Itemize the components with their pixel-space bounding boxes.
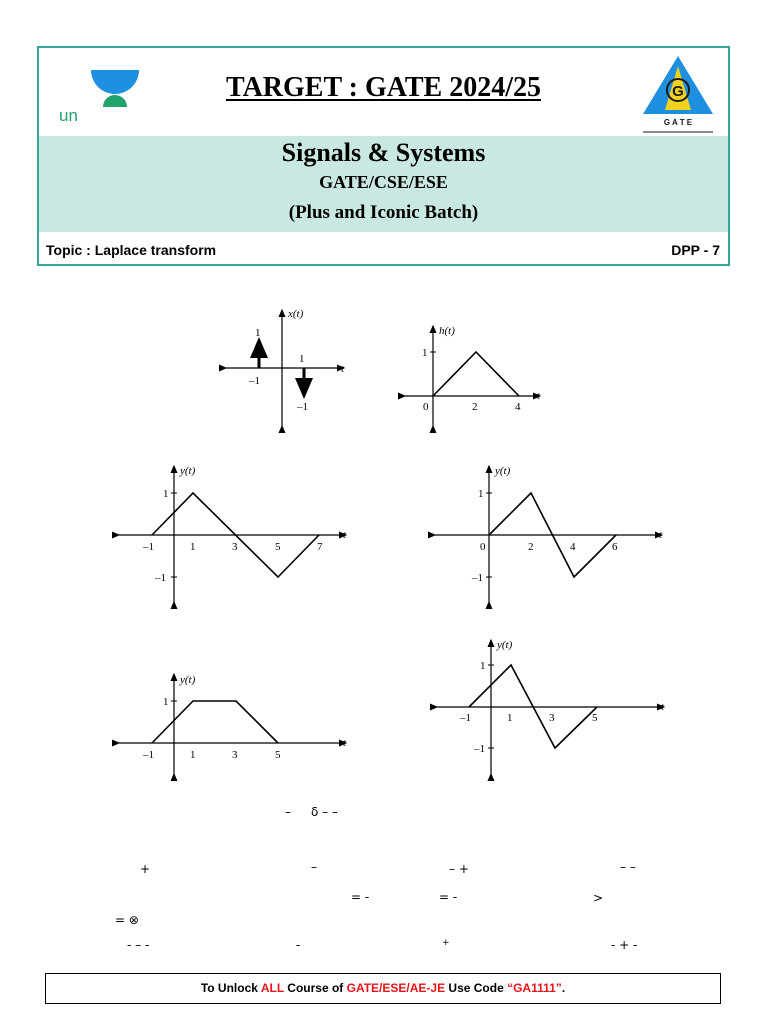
svg-text:1: 1 xyxy=(190,541,196,553)
svg-text:2: 2 xyxy=(528,541,534,553)
option-c-plot xyxy=(116,670,354,776)
svg-text:y(t): y(t) xyxy=(180,465,196,477)
svg-text:5: 5 xyxy=(275,749,281,761)
fragment: > xyxy=(593,891,604,905)
fragment: - xyxy=(296,938,301,952)
svg-text:y(t): y(t) xyxy=(495,465,511,477)
svg-text:1: 1 xyxy=(163,488,169,500)
svg-text:1: 1 xyxy=(478,488,484,500)
svg-text:–1: –1 xyxy=(474,743,485,755)
svg-text:5: 5 xyxy=(592,712,598,724)
dpp-label: DPP - 7 xyxy=(671,242,720,258)
svg-text:4: 4 xyxy=(570,541,576,553)
promo-all: ALL xyxy=(260,981,284,995)
fragment: - – - xyxy=(127,938,150,952)
h-signal-plot xyxy=(402,322,548,428)
fragment: – + xyxy=(449,862,469,876)
svg-text:2: 2 xyxy=(472,401,478,413)
svg-text:3: 3 xyxy=(549,712,555,724)
fragment: + xyxy=(442,938,450,948)
svg-text:7: 7 xyxy=(317,541,323,553)
svg-text:3: 3 xyxy=(232,541,238,553)
svg-text:0: 0 xyxy=(480,541,486,553)
promo-exams: GATE/ESE/AE-JE xyxy=(346,981,446,995)
option-d-plot xyxy=(434,636,672,776)
svg-text:–1: –1 xyxy=(460,712,471,724)
svg-text:1: 1 xyxy=(163,696,169,708)
svg-text:–1: –1 xyxy=(297,401,308,413)
svg-text:G: G xyxy=(672,83,684,100)
fragment: + xyxy=(140,862,151,876)
fragment: – xyxy=(285,805,291,819)
subject-band xyxy=(39,136,728,232)
svg-text:1: 1 xyxy=(299,353,305,365)
svg-text:–1: –1 xyxy=(143,749,154,761)
svg-text:–1: –1 xyxy=(155,572,166,584)
fragment: – xyxy=(311,860,317,874)
svg-text:t: t xyxy=(659,529,663,541)
fragment: = - xyxy=(439,890,458,904)
page-title: TARGET : GATE 2024/25 xyxy=(225,72,542,103)
svg-text:0: 0 xyxy=(423,401,429,413)
svg-text:–1: –1 xyxy=(143,541,154,553)
svg-text:h(t): h(t) xyxy=(439,325,455,337)
fragment: – – xyxy=(620,860,636,874)
svg-text:3: 3 xyxy=(232,749,238,761)
svg-text:1: 1 xyxy=(255,327,261,339)
batch-line: (Plus and Iconic Batch) xyxy=(288,202,479,223)
fragment: - + - xyxy=(611,938,638,952)
exam-line: GATE/CSE/ESE xyxy=(319,172,448,192)
svg-text:–1: –1 xyxy=(249,375,260,387)
svg-text:1: 1 xyxy=(422,347,428,359)
svg-text:G A T E: G A T E xyxy=(663,118,693,127)
fragment: = ⊗ xyxy=(115,913,139,927)
svg-text:1: 1 xyxy=(507,712,513,724)
option-c-line xyxy=(152,701,278,743)
svg-text:t: t xyxy=(661,701,665,713)
x-signal-plot xyxy=(222,304,352,430)
svg-text:4: 4 xyxy=(515,401,521,413)
svg-text:1: 1 xyxy=(480,660,486,672)
logo-text: un xyxy=(59,106,78,125)
promo-code: “GA1111” xyxy=(507,981,562,995)
h-signal-line xyxy=(433,352,519,396)
fragment: δ – – xyxy=(311,805,338,819)
promo-footer: To Unlock ALL Course of GATE/ESE/AE-JE Use Code “GA1111”. xyxy=(45,973,721,1004)
svg-text:t: t xyxy=(343,529,347,541)
svg-text:t: t xyxy=(537,390,541,402)
fragment: = - xyxy=(351,890,370,904)
subject-title: Signals & Systems xyxy=(281,138,486,167)
svg-text:x(t): x(t) xyxy=(288,308,304,320)
svg-text:y(t): y(t) xyxy=(497,639,513,651)
header-box xyxy=(37,46,730,266)
svg-text:t: t xyxy=(343,737,347,749)
topic-label: Topic : Laplace transform xyxy=(46,242,217,258)
svg-text:5: 5 xyxy=(275,541,281,553)
svg-text:–1: –1 xyxy=(472,572,483,584)
svg-text:1: 1 xyxy=(190,749,196,761)
svg-text:y(t): y(t) xyxy=(180,674,196,686)
svg-text:t: t xyxy=(341,363,345,375)
svg-text:6: 6 xyxy=(612,541,618,553)
option-a-plot xyxy=(116,462,354,604)
gate-logo-icon xyxy=(639,52,717,138)
option-b-plot xyxy=(432,462,670,604)
